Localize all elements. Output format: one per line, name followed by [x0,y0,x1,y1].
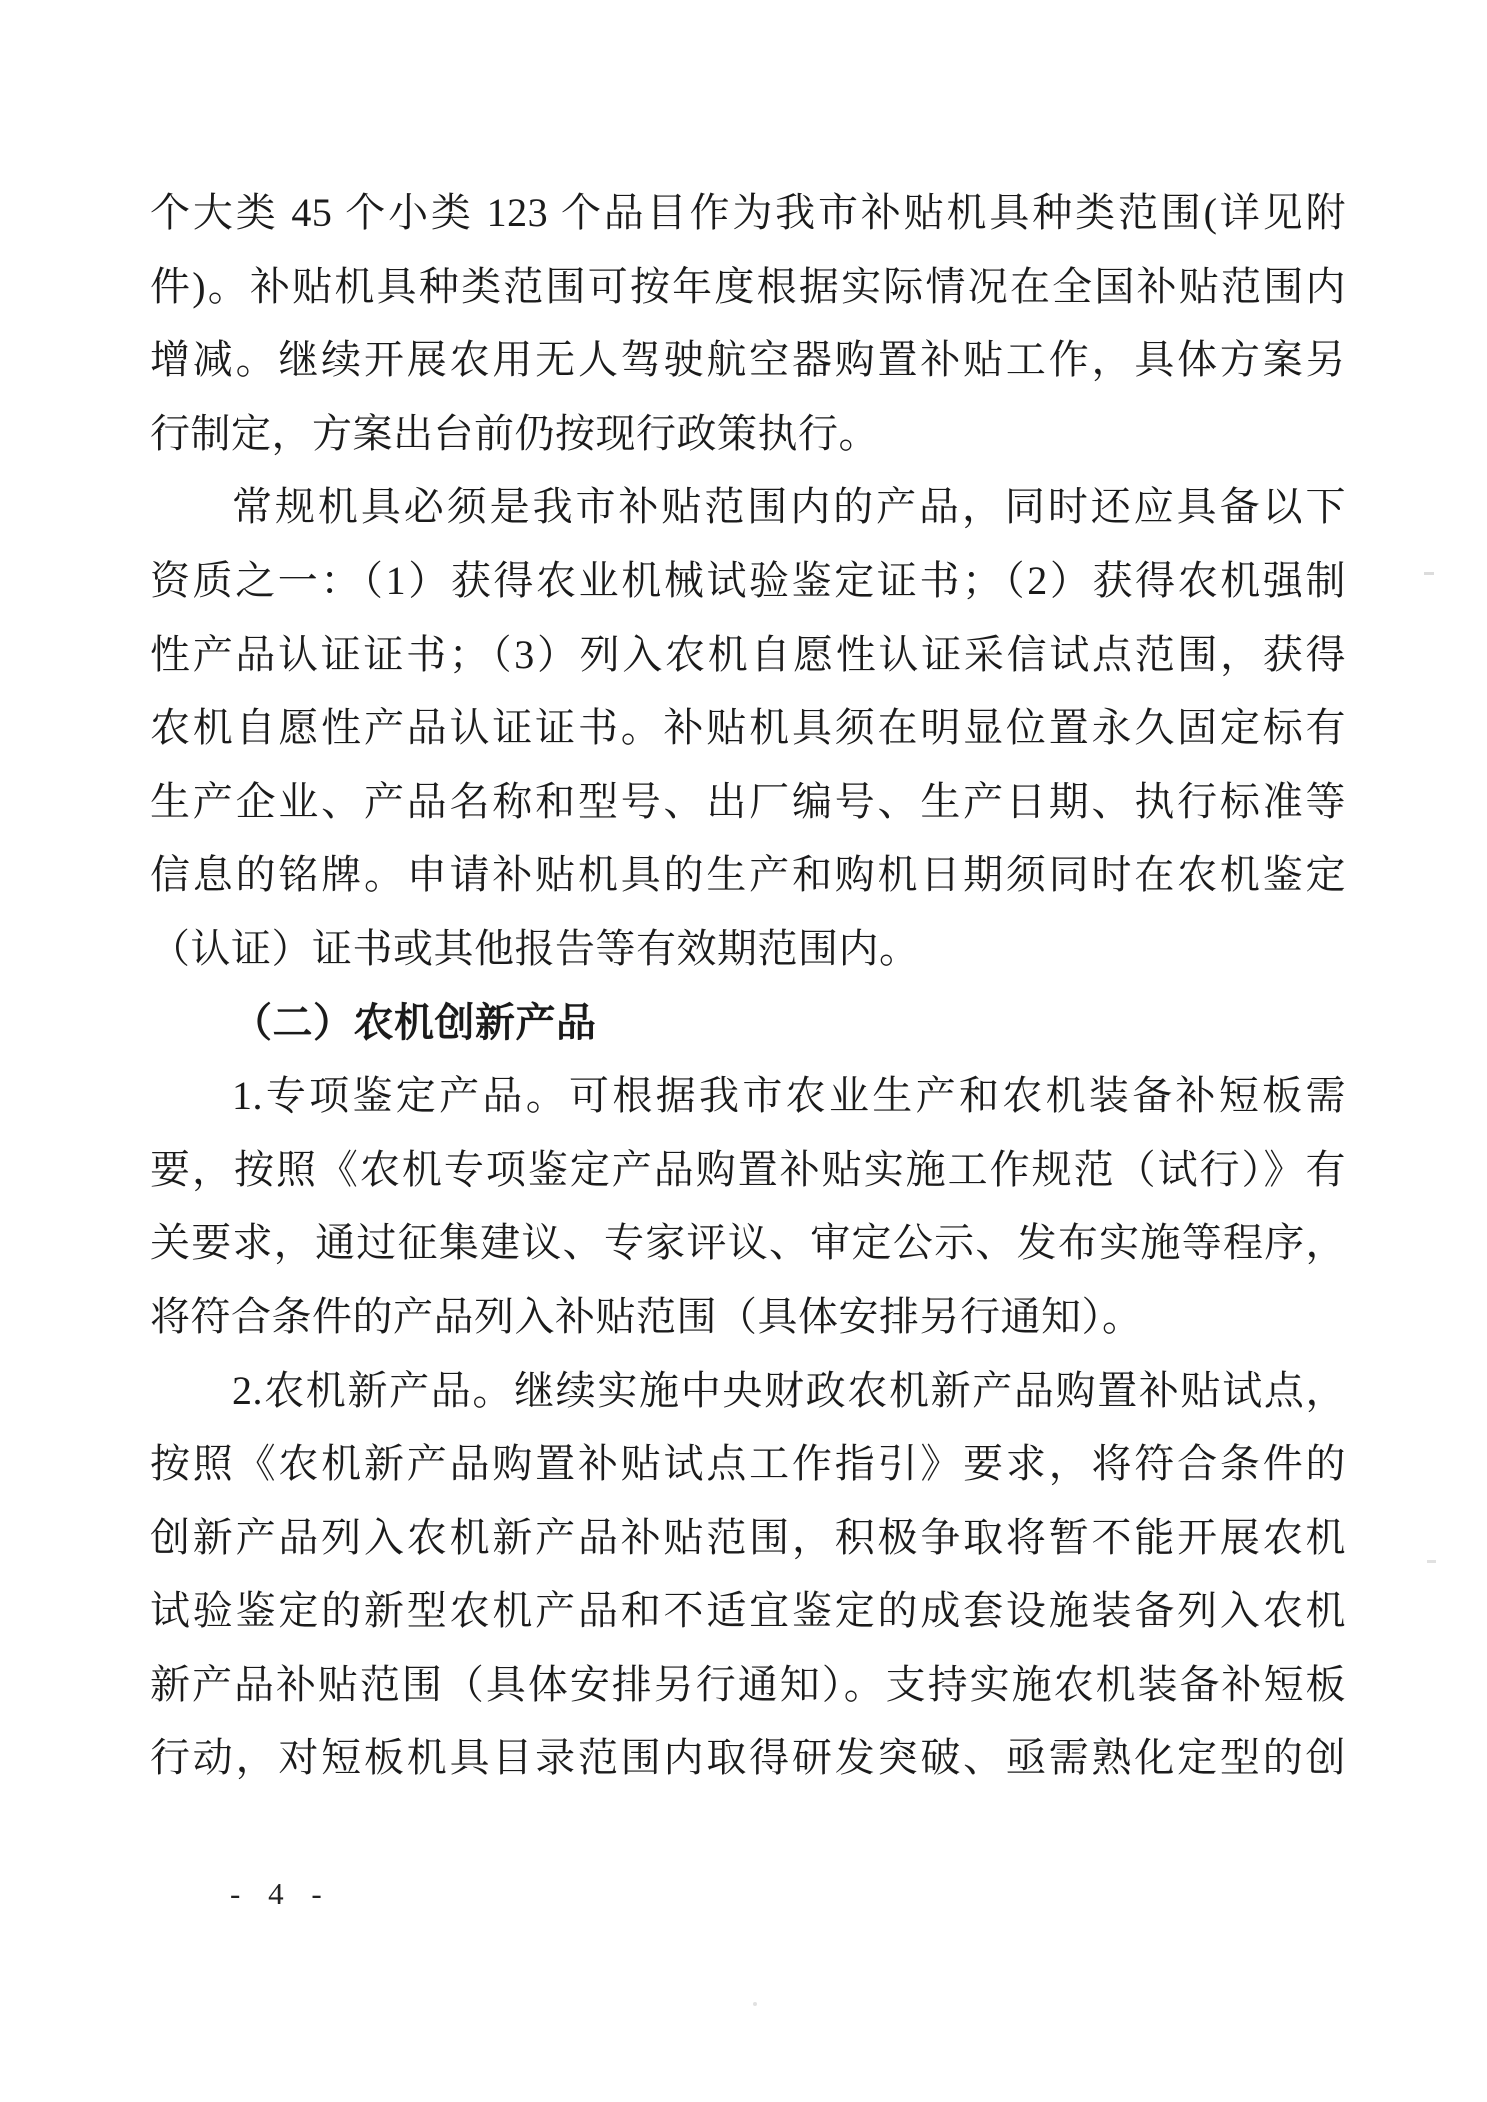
text-line: 2.农机新产品。继续实施中央财政农机新产品购置补贴试点， [232,1367,1346,1413]
text-line: 1.专项鉴定产品。可根据我市农业生产和农机装备补短板需 [232,1073,1346,1119]
text-line: 试验鉴定的新型农机产品和不适宜鉴定的成套设施装备列入农机 [150,1588,1346,1634]
text-line: 生产企业、产品名称和型号、出厂编号、生产日期、执行标准等 [150,778,1346,824]
text-line: 增减。继续开展农用无人驾驶航空器购置补贴工作，具体方案另 [150,337,1346,383]
text-line: 要，按照《农机专项鉴定产品购置补贴实施工作规范（试行）》有 [150,1146,1346,1192]
text-line: 个大类 45 个小类 123 个品目作为我市补贴机具种类范围(详见附 [150,190,1346,235]
text-line: 件)。补贴机具种类范围可按年度根据实际情况在全国补贴范围内 [150,263,1346,309]
text-line: 信息的铭牌。申请补贴机具的生产和购机日期须同时在农机鉴定 [150,852,1346,898]
document-body [150,176,1346,1795]
text-line: 将符合条件的产品列入补贴范围（具体安排另行通知）。 [150,1293,1143,1339]
scan-artifact [753,2002,757,2006]
text-line: 创新产品列入农机新产品补贴范围，积极争取将暂不能开展农机 [150,1514,1346,1560]
text-line: 资质之一：（1）获得农业机械试验鉴定证书；（2）获得农机强制 [150,557,1346,603]
scan-artifact [1427,1560,1436,1563]
section-heading: （二）农机创新产品 [232,999,597,1045]
text-line: 性产品认证证书；（3）列入农机自愿性认证采信试点范围，获得 [150,631,1346,677]
text-line: 常规机具必须是我市补贴范围内的产品，同时还应具备以下 [232,484,1346,530]
scan-artifact [1424,572,1434,575]
text-line: 行动，对短板机具目录范围内取得研发突破、亟需熟化定型的创 [150,1735,1346,1781]
text-line: 新产品补贴范围（具体安排另行通知）。支持实施农机装备补短板 [150,1661,1346,1707]
text-line: （认证）证书或其他报告等有效期范围内。 [150,925,920,971]
page-number: - 4 - [230,1876,332,1911]
text-line: 农机自愿性产品认证证书。补贴机具须在明显位置永久固定标有 [150,705,1346,751]
text-line: 行制定，方案出台前仍按现行政策执行。 [150,410,879,456]
text-line: 按照《农机新产品购置补贴试点工作指引》要求，将符合条件的 [150,1441,1346,1487]
text-line: 关要求，通过征集建议、专家评议、审定公示、发布实施等程序， [150,1220,1346,1266]
